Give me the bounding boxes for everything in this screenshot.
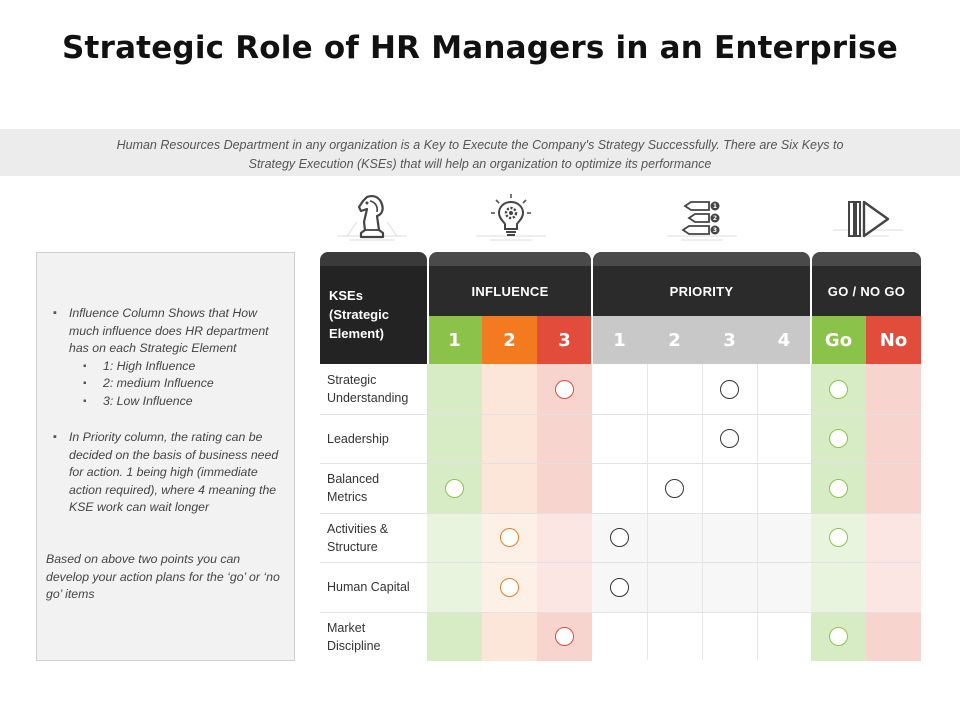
table-cell xyxy=(592,364,647,414)
rating-marker xyxy=(720,429,739,448)
kse-header-line-3: Element) xyxy=(329,326,384,341)
table-cell xyxy=(757,364,811,414)
kse-label-line-1: Balanced xyxy=(327,472,380,486)
table-cell xyxy=(592,463,647,513)
column-divider xyxy=(647,364,648,660)
table-cell xyxy=(482,612,537,661)
table-cell xyxy=(427,364,482,414)
kse-label-text xyxy=(327,430,389,448)
table-cell xyxy=(427,513,482,562)
header-separator xyxy=(591,266,593,364)
influence-col-3: 3 xyxy=(537,316,592,364)
gonogo-header: GO / NO GO xyxy=(812,266,921,316)
rating-marker xyxy=(829,380,848,399)
influence-col-1: 1 xyxy=(427,316,482,364)
table-cell xyxy=(647,612,702,661)
priority-header: PRIORITY xyxy=(593,266,810,316)
table-cell xyxy=(702,513,757,562)
table-cell xyxy=(866,463,921,513)
priority-col-4: 4 xyxy=(757,316,811,364)
table-cell xyxy=(537,513,592,562)
priority-col-3: 3 xyxy=(702,316,757,364)
table-cell xyxy=(866,612,921,661)
influence-item-3: ▪ 3: Low Influence xyxy=(69,393,285,411)
table-cell xyxy=(647,364,702,414)
kse-label xyxy=(327,463,427,513)
table-cell xyxy=(482,364,537,414)
table-cell xyxy=(647,414,702,463)
intro-line-1: Human Resources Department in any organization is a Key to Execute the Company's Strategy Successfully. There are Six Keys to xyxy=(116,138,844,152)
rating-marker xyxy=(829,429,848,448)
table-cell xyxy=(757,612,811,661)
rating-marker xyxy=(829,528,848,547)
table-cell xyxy=(702,562,757,612)
table-cell xyxy=(537,463,592,513)
influence-note-text: ▪ Influence Column Shows that How much influence does HR department has on each Strategic Element xyxy=(69,306,269,355)
kse-header xyxy=(320,266,427,364)
influence-item-2: ▪ 2: medium Influence xyxy=(69,375,285,393)
header-separator xyxy=(810,266,812,364)
kse-label-text xyxy=(327,470,379,506)
rating-marker xyxy=(500,528,519,547)
no-col: No xyxy=(866,316,921,364)
table-cell xyxy=(702,612,757,661)
notes-panel xyxy=(36,252,295,661)
row-divider xyxy=(320,612,921,613)
kse-label-line-1: Activities & xyxy=(327,521,389,536)
rating-marker xyxy=(720,380,739,399)
rating-marker xyxy=(829,479,848,498)
table-cell xyxy=(647,513,702,562)
table-cell xyxy=(427,612,482,661)
kse-label-line-1: Strategic xyxy=(327,373,377,387)
chess-knight-icon xyxy=(337,192,407,242)
table-cell xyxy=(427,414,482,463)
kse-header-line-2: (Strategic xyxy=(329,307,389,322)
table-cell xyxy=(537,414,592,463)
rating-marker xyxy=(610,578,629,597)
play-go-icon xyxy=(833,192,903,242)
row-divider xyxy=(320,513,921,514)
table-cell xyxy=(866,414,921,463)
kse-label-line-2: Understanding xyxy=(327,391,409,405)
table-cell xyxy=(866,513,921,562)
rating-marker xyxy=(555,380,574,399)
kse-label xyxy=(327,414,427,463)
lightbulb-gear-icon xyxy=(476,192,546,242)
table-cell xyxy=(482,414,537,463)
intro-line-2: Strategy Execution (KSEs) that will help an organization to optimize its performance xyxy=(248,157,712,171)
column-divider xyxy=(702,364,703,660)
influence-col-2: 2 xyxy=(482,316,537,364)
table-cell xyxy=(757,562,811,612)
priority-list-icon xyxy=(667,192,737,242)
kse-label-line-2: Metrics xyxy=(327,490,368,504)
kse-header-line-1: KSEs xyxy=(329,288,363,303)
priority-col-2: 2 xyxy=(647,316,702,364)
svg-text:3: 3 xyxy=(712,227,718,235)
table-cell xyxy=(757,463,811,513)
svg-text:2: 2 xyxy=(712,215,718,223)
rating-marker xyxy=(445,479,464,498)
kse-label-text xyxy=(327,619,381,655)
kse-label xyxy=(327,513,427,562)
table-cell xyxy=(482,463,537,513)
kse-label-line-1: Human Capital xyxy=(327,580,410,594)
row-divider xyxy=(320,414,921,415)
priority-col-1: 1 xyxy=(592,316,647,364)
rating-marker xyxy=(500,578,519,597)
kse-label xyxy=(327,562,427,612)
table-cell xyxy=(866,562,921,612)
kse-label-text xyxy=(327,371,408,407)
kse-label-line-2: Structure xyxy=(327,539,378,554)
svg-text:1: 1 xyxy=(712,203,718,211)
table-cell xyxy=(757,414,811,463)
rating-marker xyxy=(665,479,684,498)
kse-label-text xyxy=(327,520,388,556)
table-cell xyxy=(537,562,592,612)
closing-note: Based on above two points you can develop your action plans for the ‘go’ or ‘no go’ items xyxy=(46,552,280,601)
influence-header: INFLUENCE xyxy=(429,266,591,316)
rating-marker xyxy=(555,627,574,646)
table-cell xyxy=(592,612,647,661)
kse-label-line-2: Discipline xyxy=(327,638,381,653)
priority-note: ▪ In Priority column, the rating can be decided on the basis of business need for action. 1 being high (immediate action required), where 4 meaning the KSE work can wait longer xyxy=(45,429,285,517)
table-cell xyxy=(647,562,702,612)
kse-label-line-1: Leadership xyxy=(327,431,389,446)
row-divider xyxy=(320,562,921,563)
influence-item-1: ▪ 1: High Influence xyxy=(69,358,285,376)
kse-label xyxy=(327,612,427,661)
header-separator xyxy=(427,266,429,364)
table-cell xyxy=(866,364,921,414)
rating-marker xyxy=(829,627,848,646)
kse-label-line-1: Market xyxy=(327,620,366,635)
rating-marker xyxy=(610,528,629,547)
table-cell xyxy=(427,562,482,612)
page-title: Strategic Role of HR Managers in an Enterprise xyxy=(62,30,898,66)
influence-note xyxy=(45,305,285,410)
table-cell xyxy=(757,513,811,562)
go-col: Go xyxy=(811,316,866,364)
table-cell xyxy=(702,463,757,513)
row-divider xyxy=(320,463,921,464)
intro-text xyxy=(40,136,920,174)
table-cell xyxy=(811,562,866,612)
kse-label-text xyxy=(327,578,410,596)
column-divider xyxy=(757,364,758,660)
kse-label xyxy=(327,364,427,414)
table-cell xyxy=(592,414,647,463)
